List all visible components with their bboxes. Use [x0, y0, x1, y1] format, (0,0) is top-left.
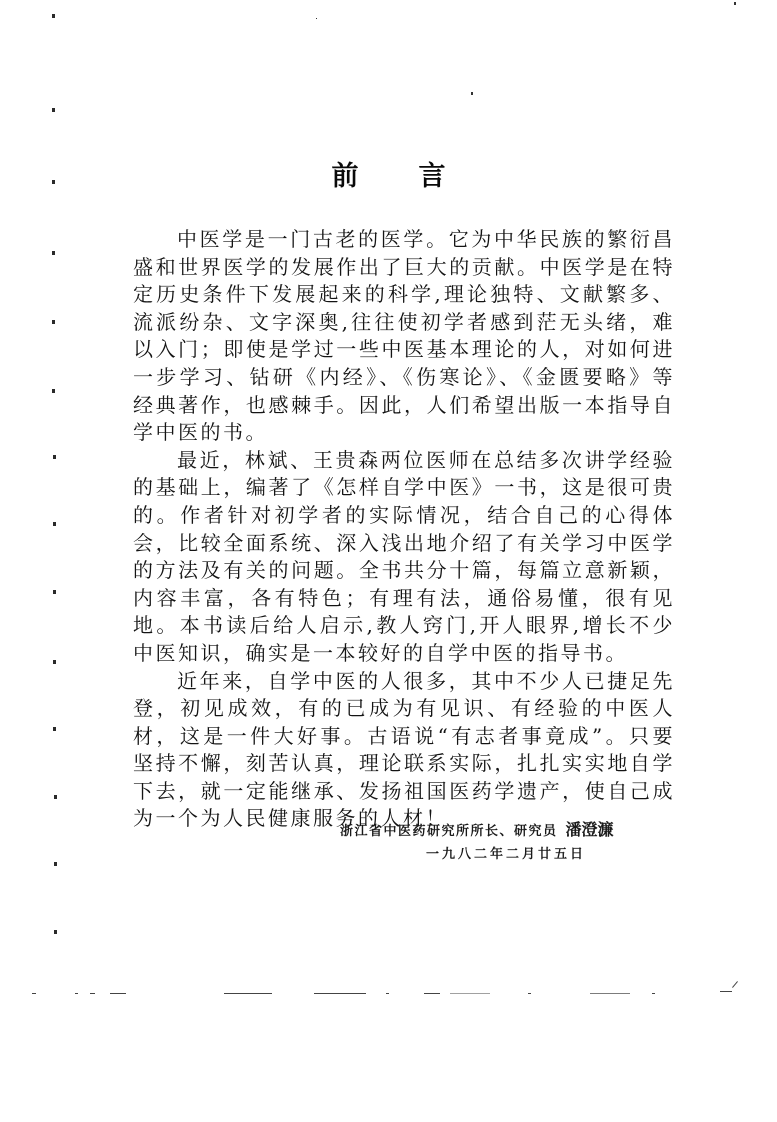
binding-mark [54, 862, 57, 866]
scan-artifact-line [75, 993, 78, 994]
scan-artifact-line [224, 993, 272, 994]
signature-line [340, 818, 680, 844]
scan-artifact-line [450, 993, 490, 994]
scan-artifact-line [32, 993, 36, 994]
scan-speck [471, 92, 473, 95]
scan-artifact-line [314, 993, 366, 994]
signature-name: 潘澄濂 [565, 820, 614, 839]
preface-body [133, 226, 675, 833]
paragraph-1: 中医学是一门古老的医学。它为中华民族的繁衍昌盛和世界医学的发展作出了巨大的贡献。中医学是在特定历史条件下发展起来的科学,理论独特、文献繁多、流派纷杂、文字深奥,往往使初学者感到茫无头绪，难以入门；即使是学过一些中医基本理论的人，对如何进一步学习、钻研《内经》、《伤寒论》、《金匮要略》等经典著作，也感棘手。因此，人们希望出版一本指导自学中医的书。 [133, 227, 675, 445]
binding-mark [52, 320, 55, 324]
title-char: 前 [331, 161, 359, 193]
binding-mark [53, 522, 56, 526]
binding-mark [54, 795, 57, 799]
binding-mark [52, 108, 55, 112]
binding-mark [52, 389, 55, 393]
binding-mark [52, 251, 55, 255]
paragraph-2: 最近，林斌、王贵森两位医师在总结多次讲学经验的基础上，编著了《怎样自学中医》一书，这是很可贵的。作者针对初学者的实际情况，结合自己的心得体会，比较全面系统、深入浅出地介绍了有关学习中医学的方法及有关的问题。全书共分十篇，每篇立意新颖，内容丰富，各有特色；有理有法，通俗易懂，很有见地。本书读后给人启示,教人窍门,开人眼界,增长不少中医知识，确实是一本较好的自学中医的指导书。 [133, 447, 675, 665]
scan-speck [734, 2, 736, 5]
binding-mark [54, 930, 57, 934]
binding-mark [52, 14, 55, 18]
binding-mark [53, 660, 56, 664]
scan-artifact-line [424, 993, 440, 994]
scan-artifact-line [652, 993, 655, 994]
signature-block [340, 818, 680, 866]
scan-artifact-line [110, 993, 126, 994]
scan-artifact-line [590, 993, 630, 994]
scan-speck [316, 18, 317, 19]
paragraph-3: 近年来，自学中医的人很多，其中不少人已捷足先登，初见成效，有的已成为有见识、有经验的中医人材，这是一件大好事。古语说“有志者事竟成”。只要坚持不懈，刻苦认真，理论联系实际，扎扎实实地自学下去，就一定能继承、发扬祖国医药学遗产，使自己成为一个为人民健康服务的人材！ [133, 668, 675, 831]
scan-artifact-line [386, 993, 389, 994]
scan-artifact-line [720, 991, 732, 992]
scan-artifact-line [528, 993, 531, 994]
binding-mark [53, 455, 56, 459]
page-title [0, 160, 777, 194]
title-char: 言 [418, 161, 446, 193]
binding-mark [53, 727, 56, 731]
scan-artifact-line [732, 981, 738, 988]
scan-artifact-line [90, 993, 95, 994]
signature-date: 一九八二年二月廿五日 [426, 847, 587, 862]
signature-affiliation: 浙江省中医药研究所所长、研究员 [340, 824, 558, 839]
binding-mark [53, 590, 56, 594]
